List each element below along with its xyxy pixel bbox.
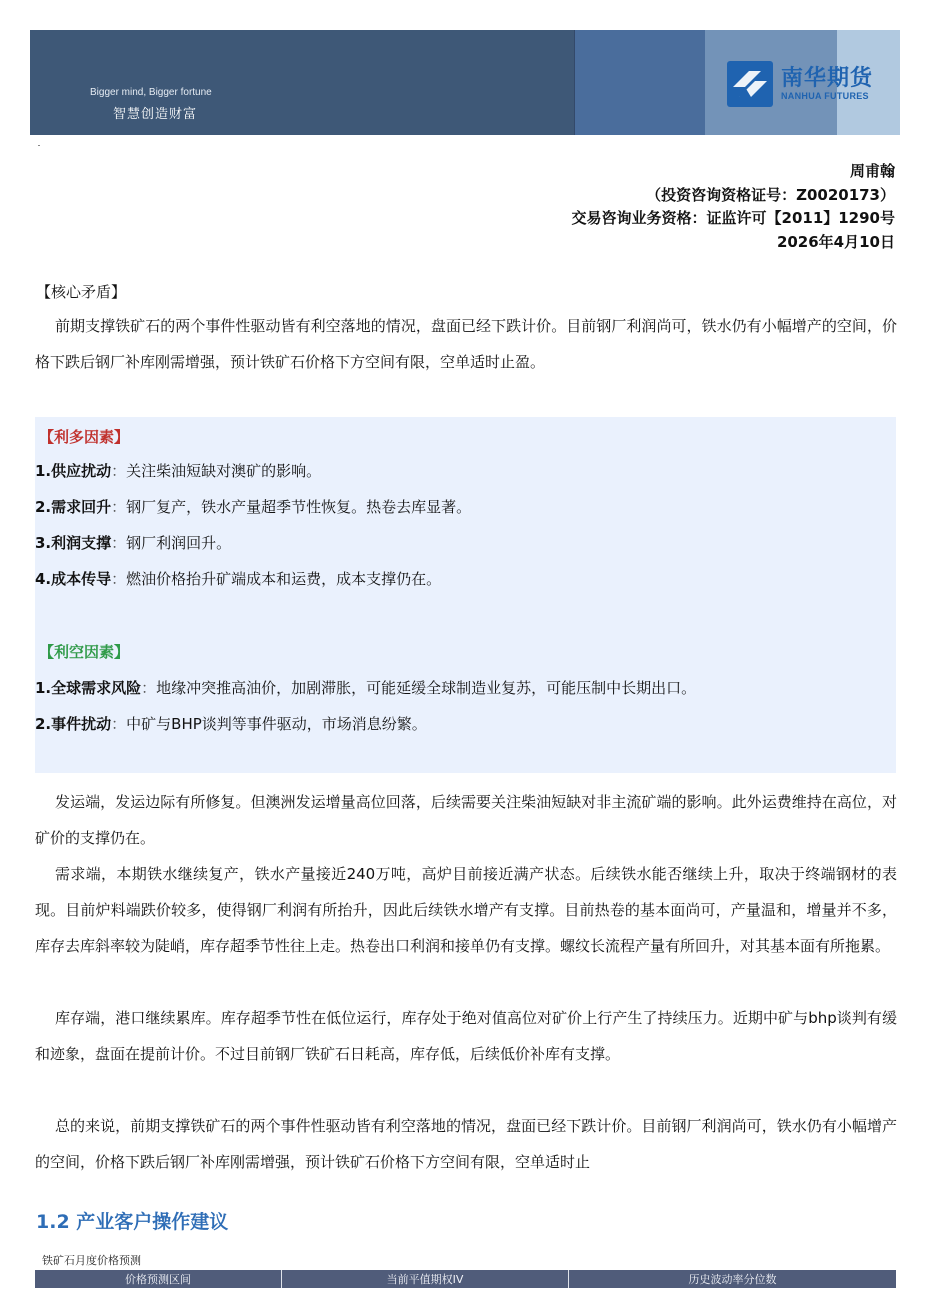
slogan-chinese: 智慧创造财富: [113, 107, 198, 122]
table-caption: 铁矿石月度价格预测: [42, 1254, 141, 1267]
factor-sep: ：: [111, 498, 127, 516]
factor-label: 3.利润支撑: [35, 534, 112, 552]
negative-factors-title: 【利空因素】: [39, 643, 130, 661]
factor-text: 钢厂复产，铁水产量超季节性恢复。热卷去库显著。: [126, 498, 472, 516]
factor-label: 2.需求回升: [35, 498, 112, 516]
negative-factor-item: [35, 713, 427, 734]
price-forecast-table: [35, 1270, 896, 1288]
section-heading: 1.2 产业客户操作建议: [36, 1211, 229, 1233]
factor-text: 钢厂利润回升。: [126, 534, 232, 552]
demand-paragraph: 需求端，本期铁水继续复产，铁水产量接近240万吨，高炉目前接近满产状态。后续铁水能否继续上升，取决于终端钢材的表现。目前炉料端跌价较多，使得钢厂利润有所抬升，因此后续铁水增产有支撑。目前热卷的基本面尚可，产量温和，增量并不多，库存去库斜率较为陡峭，库存超季节性往上走。热卷出口利润和接单仍有支撑。螺纹长流程产量有所回升，对其基本面有所拖累。: [35, 865, 897, 955]
factor-label: 4.成本传导: [35, 570, 112, 588]
column-header-price-range: 价格预测区间: [35, 1270, 282, 1288]
logo-chinese-name: 南华期货: [781, 66, 874, 91]
logo-mark-icon: [727, 61, 773, 107]
author-block: [572, 160, 896, 254]
slogan-english: Bigger mind, Bigger fortune: [90, 87, 212, 98]
column-header-atm-iv: 当前平值期权IV: [282, 1270, 569, 1288]
factor-text: 关注柴油短缺对澳矿的影响。: [126, 462, 322, 480]
factor-sep: ：: [141, 679, 157, 697]
inventory-paragraph: 库存端，港口继续累库。库存超季节性在低位运行，库存处于绝对值高位对矿价上行产生了持续压力。近期中矿与bhp谈判有缓和迹象，盘面在提前计价。不过目前钢厂铁矿石日耗高，库存低，后续低价补库有支撑。: [35, 1009, 897, 1063]
column-header-hv-percentile: 历史波动率分位数: [569, 1270, 897, 1288]
logo-english-name: NANHUA FUTURES: [781, 91, 869, 101]
banner-band-dark: [30, 30, 574, 135]
factor-sep: ：: [111, 462, 127, 480]
factor-sep: ：: [111, 715, 127, 733]
shipping-paragraph: 发运端，发运边际有所修复。但澳洲发运增量高位回落，后续需要关注柴油短缺对非主流矿端的影响。此外运费维持在高位，对矿价的支撑仍在。: [35, 793, 897, 847]
positive-factor-item: [35, 568, 441, 589]
factor-sep: ：: [111, 570, 127, 588]
summary-paragraph: 总的来说，前期支撑铁矿石的两个事件性驱动皆有利空落地的情况，盘面已经下跌计价。目前钢厂利润尚可，铁水仍有小幅增产的空间，价格下跌后钢厂补库刚需增强，预计铁矿石价格下方空间有限，空单适时止: [35, 1117, 897, 1171]
author-license: （投资咨询资格证号：Z0020173）: [646, 185, 895, 204]
stray-mark: [38, 145, 40, 146]
factor-label: 2.事件扰动: [35, 715, 112, 733]
negative-factor-item: [35, 677, 696, 698]
author-qualification: 交易咨询业务资格：证监许可【2011】1290号: [571, 209, 895, 227]
factor-label: 1.供应扰动: [35, 462, 112, 480]
author-name: 周甫翰: [849, 162, 895, 180]
factor-text: 中矿与BHP谈判等事件驱动，市场消息纷繁。: [126, 715, 427, 733]
positive-factor-item: [35, 532, 231, 553]
positive-factor-item: [35, 460, 321, 481]
positive-factors-title: 【利多因素】: [39, 428, 130, 446]
factor-text: 地缘冲突推高油价，加剧滞胀，可能延缓全球制造业复苏，可能压制中长期出口。: [156, 679, 697, 697]
factors-panel: [35, 417, 896, 773]
factor-sep: ：: [111, 534, 127, 552]
core-conflict-text: 前期支撑铁矿石的两个事件性驱动皆有利空落地的情况，盘面已经下跌计价。目前钢厂利润尚可，铁水仍有小幅增产的空间，价格下跌后钢厂补库刚需增强，预计铁矿石价格下方空间有限，空单适时止盈。: [35, 317, 897, 371]
company-logo: [727, 61, 873, 107]
report-date: 2026年4月10日: [776, 232, 895, 251]
factor-label: 1.全球需求风险: [35, 679, 142, 697]
factor-text: 燃油价格抬升矿端成本和运费，成本支撑仍在。: [126, 570, 442, 588]
positive-factor-item: [35, 496, 471, 517]
core-conflict-label: 【核心矛盾】: [36, 283, 127, 301]
banner-band-mid: [574, 30, 705, 135]
